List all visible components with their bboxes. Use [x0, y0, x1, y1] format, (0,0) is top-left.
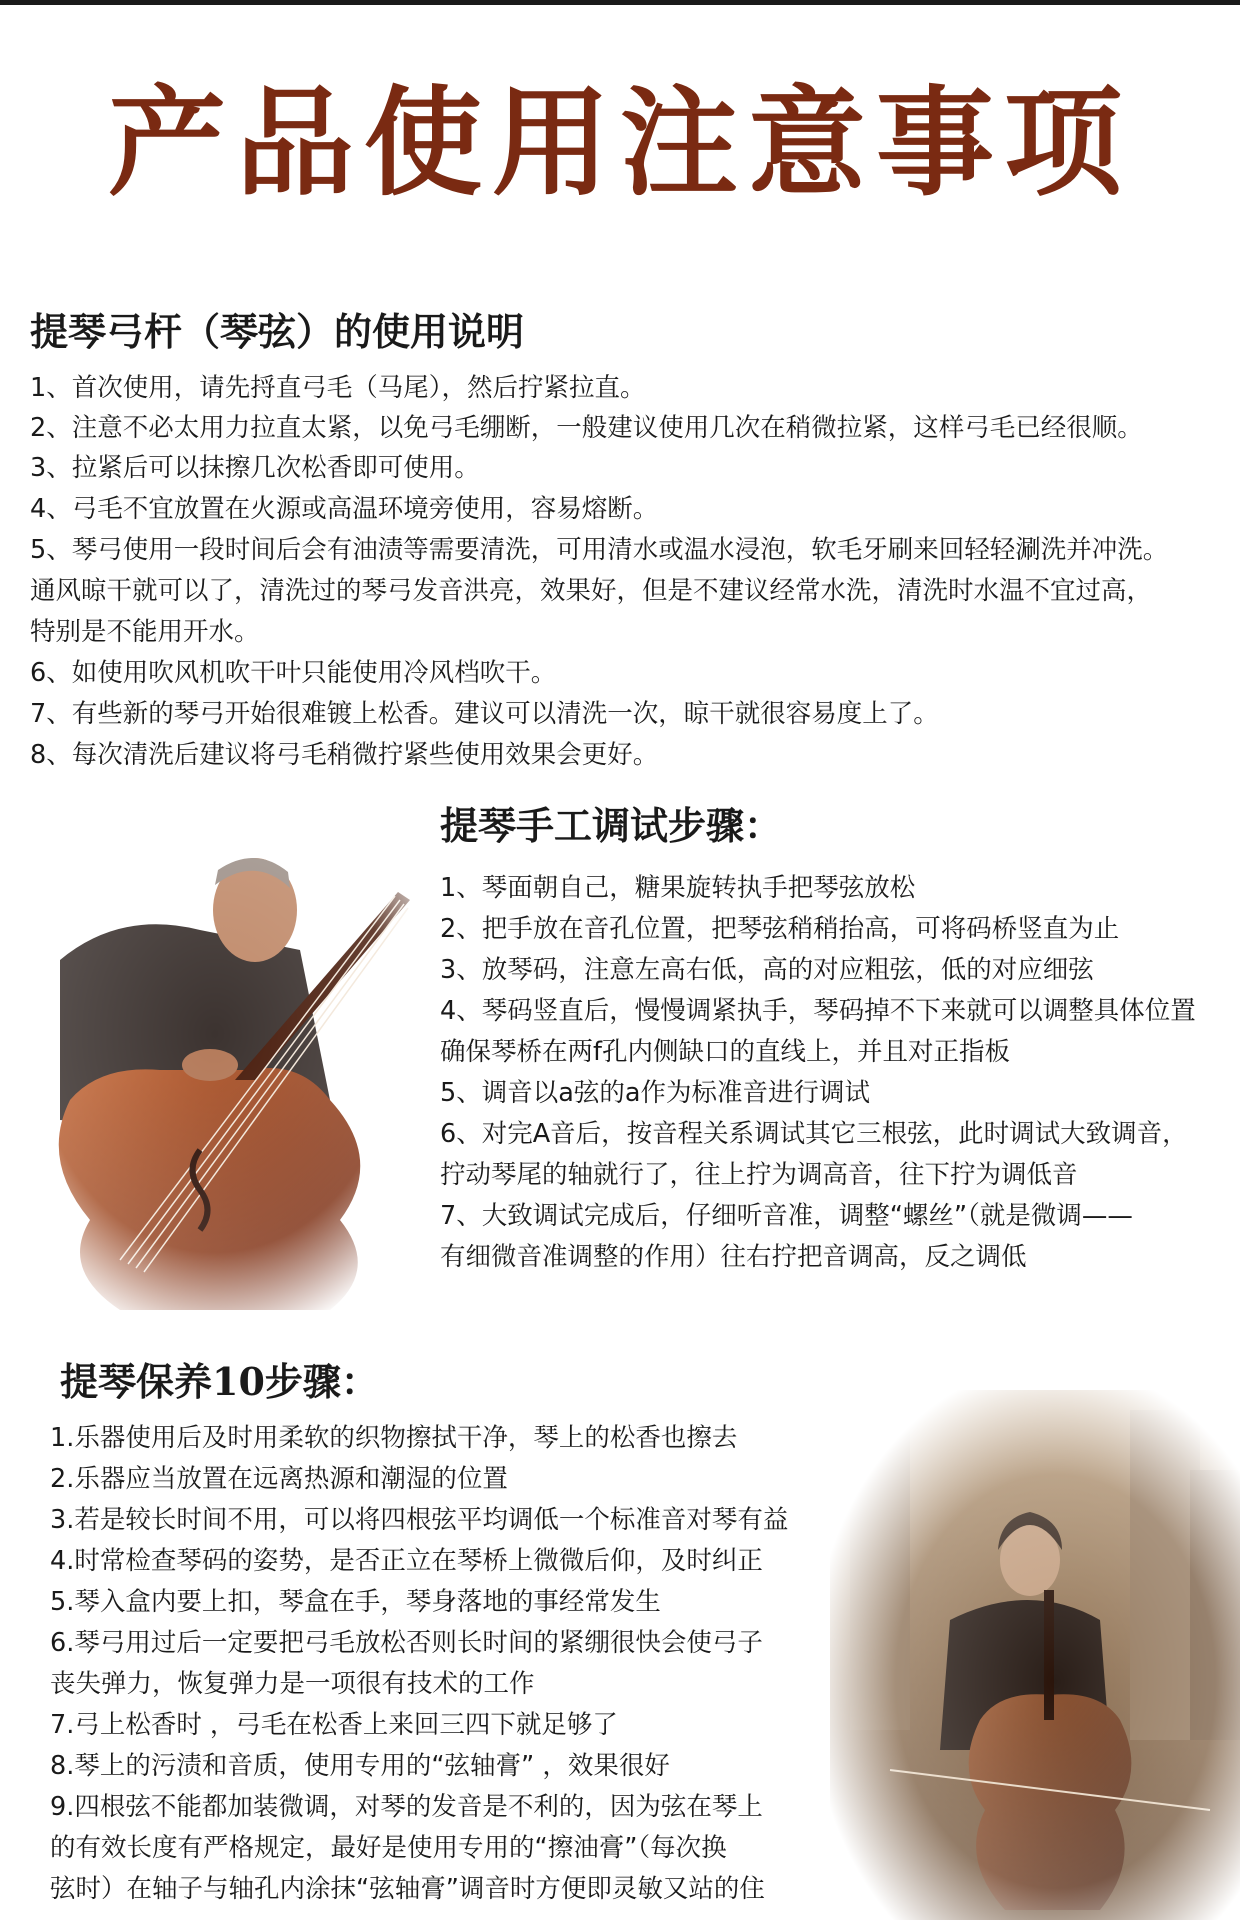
tuning-line: 3、放琴码，注意左高右低，高的对应粗弦，低的对应细弦: [440, 955, 1094, 985]
bow-line: 4、弓毛不宜放置在火源或高温环境旁使用，容易熔断。: [30, 494, 659, 524]
care-line: 的有效长度有严格规定，最好是使用专用的“擦油膏”（每次换: [50, 1833, 727, 1863]
bow-line: 7、有些新的琴弓开始很难镀上松香。建议可以清洗一次，晾干就很容易度上了。: [30, 699, 939, 729]
tuning-line: 5、调音以a弦的a作为标准音进行调试: [440, 1078, 870, 1108]
tuning-line: 拧动琴尾的轴就行了，往上拧为调高音，往下拧为调低音: [440, 1160, 1078, 1190]
care-line: 5.琴入盒内要上扣，琴盒在手，琴身落地的事经常发生: [50, 1587, 661, 1617]
care-line: 6.琴弓用过后一定要把弓毛放松否则长时间的紧绷很快会使弓子: [50, 1628, 763, 1658]
tuning-line: 4、琴码竖直后，慢慢调紧执手，琴码掉不下来就可以调整具体位置: [440, 996, 1196, 1026]
tuning-line: 有细微音准调整的作用）往右拧把音调高，反之调低: [440, 1242, 1027, 1272]
care-line: 2.乐器应当放置在远离热源和潮湿的位置: [50, 1464, 508, 1494]
care-line: 7.弓上松香时 ，弓毛在松香上来回三四下就足够了: [50, 1710, 618, 1740]
bow-section-heading: 提琴弓杆（琴弦）的使用说明: [30, 309, 525, 354]
bow-line: 3、拉紧后可以抹擦几次松香即可使用。: [30, 453, 480, 483]
care-line: 9.四根弦不能都加装微调，对琴的发音是不利的，因为弦在琴上: [50, 1792, 763, 1822]
care-line: 丧失弹力，恢复弹力是一项很有技术的工作: [50, 1669, 535, 1699]
bow-line: 2、注意不必太用力拉直太紧，以免弓毛绷断，一般建议使用几次在稍微拉紧，这样弓毛已经很顺。: [30, 413, 1143, 443]
care-line: 1.乐器使用后及时用柔软的织物擦拭干净，琴上的松香也擦去: [50, 1423, 738, 1453]
tuning-line: 7、大致调试完成后，仔细听音准，调整“螺丝”（就是微调——: [440, 1201, 1133, 1231]
tuning-line: 2、把手放在音孔位置，把琴弦稍稍抬高，可将码桥竖直为止: [440, 914, 1120, 944]
cello-player-photo: [830, 1390, 1240, 1920]
top-rule: [0, 0, 1240, 5]
care-line: 4.时常检查琴码的姿势，是否正立在琴桥上微微后仰，及时纠正: [50, 1546, 763, 1576]
care-section-heading: 提琴保养10步骤：: [60, 1359, 379, 1404]
care-line: 弦时）在轴子与轴孔内涂抹“弦轴膏”调音时方便即灵敏又站的住: [50, 1874, 765, 1904]
tuning-line: 6、对完A音后，按音程关系调试其它三根弦，此时调试大致调音，: [440, 1119, 1188, 1149]
tuning-section-heading: 提琴手工调试步骤：: [440, 803, 783, 848]
bow-line: 1、首次使用，请先捋直弓毛（马尾），然后拧紧拉直。: [30, 373, 646, 403]
tuning-line: 确保琴桥在两f孔内侧缺口的直线上，并且对正指板: [440, 1037, 1010, 1067]
bow-line: 8、每次清洗后建议将弓毛稍微拧紧些使用效果会更好。: [30, 740, 659, 770]
page-title: 产品使用注意事项: [107, 74, 1132, 212]
care-line: 8.琴上的污渍和音质，使用专用的“弦轴膏” ，效果很好: [50, 1751, 670, 1781]
bow-line: 通风晾干就可以了，清洗过的琴弓发音洪亮，效果好，但是不建议经常水洗，清洗时水温不宜过高，: [30, 576, 1153, 606]
bow-line: 6、如使用吹风机吹干叶只能使用冷风档吹干。: [30, 658, 557, 688]
bow-line: 5、琴弓使用一段时间后会有油渍等需要清洗，可用清水或温水浸泡，软毛牙刷来回轻轻涮洗并冲洗。: [30, 535, 1169, 565]
tuning-line: 1、琴面朝自己，糖果旋转执手把琴弦放松: [440, 873, 916, 903]
care-line: 3.若是较长时间不用，可以将四根弦平均调低一个标准音对琴有益: [50, 1505, 789, 1535]
bow-line: 特别是不能用开水。: [30, 617, 260, 647]
bass-player-photo: [0, 800, 430, 1320]
